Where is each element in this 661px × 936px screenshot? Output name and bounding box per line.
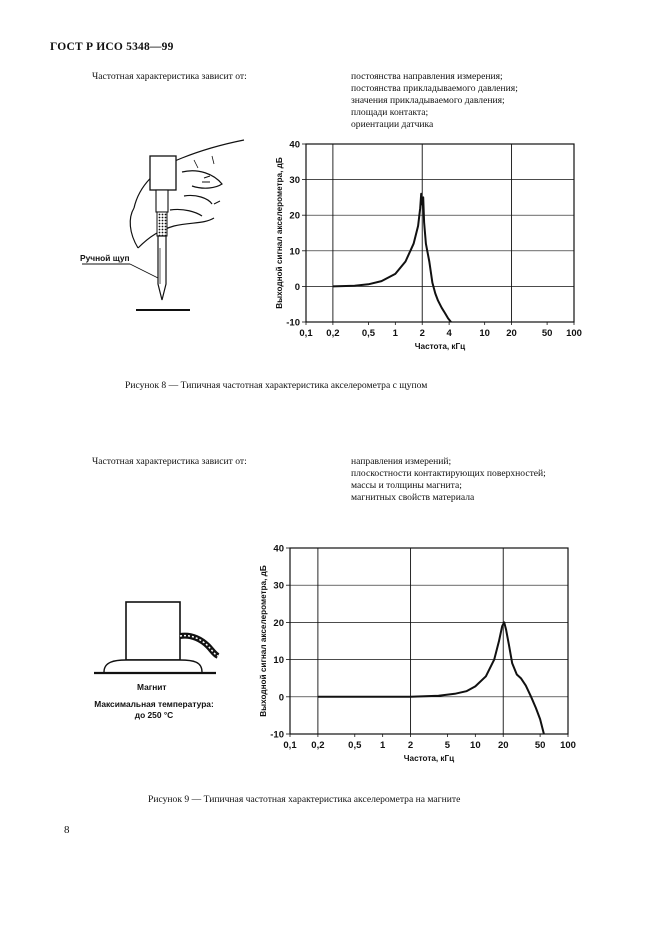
x-tick-label: 5 <box>444 740 451 751</box>
x-tick-label: 0,1 <box>299 328 313 339</box>
y-tick-label: 30 <box>289 175 300 187</box>
figure8-caption: Рисунок 8 — Типичная частотная характеристика акселерометра с щупом <box>125 380 428 391</box>
section2-lead: Частотная характеристика зависит от: <box>92 456 247 467</box>
magnet-label: Магнит <box>137 682 167 692</box>
y-tick-label: 20 <box>273 617 284 629</box>
x-tick-label: 2 <box>407 740 414 751</box>
factor-item: значения прикладываемого давления; <box>351 95 505 106</box>
factor-item: направления измерений; <box>351 456 452 467</box>
factor-item: массы и толщины магнита; <box>351 480 462 491</box>
probe-label: Ручной щуп <box>80 253 130 263</box>
factor-item: ориентации датчика <box>351 119 434 130</box>
hand-probe-illustration <box>74 138 264 320</box>
y-tick-label: 10 <box>273 655 284 667</box>
temperature-note-line: Максимальная температура: <box>94 699 214 709</box>
x-tick-label: 50 <box>534 740 546 751</box>
magnet-mount-illustration <box>90 596 230 680</box>
factor-item: площади контакта; <box>351 107 429 118</box>
document-header: ГОСТ Р ИСО 5348—99 <box>50 41 174 53</box>
factor-item: постоянства прикладываемого давления; <box>351 83 518 94</box>
x-tick-label: 0,5 <box>348 740 362 751</box>
x-tick-label: 100 <box>560 740 576 751</box>
x-tick-label: 10 <box>479 328 490 339</box>
factor-item: постоянства направления измерения; <box>351 71 503 82</box>
x-tick-label: 20 <box>497 740 509 751</box>
factor-item: магнитных свойств материала <box>351 492 475 503</box>
x-tick-label: 50 <box>541 328 553 339</box>
x-tick-label: 4 <box>446 328 452 339</box>
section2-factor-list <box>351 456 546 504</box>
y-tick-label: 10 <box>289 246 300 258</box>
y-tick-label: 30 <box>273 580 284 592</box>
y-tick-label: 40 <box>289 139 300 151</box>
figure9-caption: Рисунок 9 — Типичная частотная характеристика акселерометра на магните <box>148 794 461 805</box>
x-axis-label: Частота, кГц <box>403 754 455 763</box>
plot-frame <box>306 144 574 322</box>
section1-lead: Частотная характеристика зависит от: <box>92 71 247 82</box>
y-tick-label: 0 <box>278 692 284 704</box>
series-line <box>333 194 451 322</box>
chart-figure-8 <box>268 134 588 366</box>
y-tick-label: 20 <box>289 210 300 222</box>
temperature-note <box>88 699 220 721</box>
x-tick-label: 0,5 <box>361 328 376 339</box>
factor-item: плоскостности контактирующих поверхностей; <box>351 468 546 479</box>
temperature-note-line: до 250 °С <box>134 710 174 720</box>
chart-figure-9 <box>250 538 590 770</box>
x-tick-label: 0,2 <box>311 740 325 751</box>
x-tick-label: 1 <box>392 328 398 339</box>
y-tick-label: 40 <box>273 543 284 555</box>
y-tick-label: -10 <box>270 729 284 741</box>
y-tick-label: -10 <box>286 317 300 329</box>
x-tick-label: 2 <box>419 328 425 339</box>
x-tick-label: 0,2 <box>326 328 340 339</box>
page-number: 8 <box>64 824 70 836</box>
x-tick-label: 10 <box>470 740 481 751</box>
x-tick-label: 20 <box>506 328 517 339</box>
y-axis-label: Выходной сигнал акселерометра, дБ <box>275 157 284 309</box>
x-axis-label: Частота, кГц <box>414 342 466 351</box>
section1-factor-list <box>351 71 518 131</box>
y-tick-label: 0 <box>294 281 300 293</box>
y-axis-label: Выходной сигнал акселерометра, дБ <box>259 565 268 717</box>
x-tick-label: 0,1 <box>283 740 297 751</box>
plot-frame <box>290 548 568 734</box>
x-tick-label: 100 <box>566 328 582 339</box>
series-line <box>318 622 544 734</box>
x-tick-label: 1 <box>380 740 386 751</box>
